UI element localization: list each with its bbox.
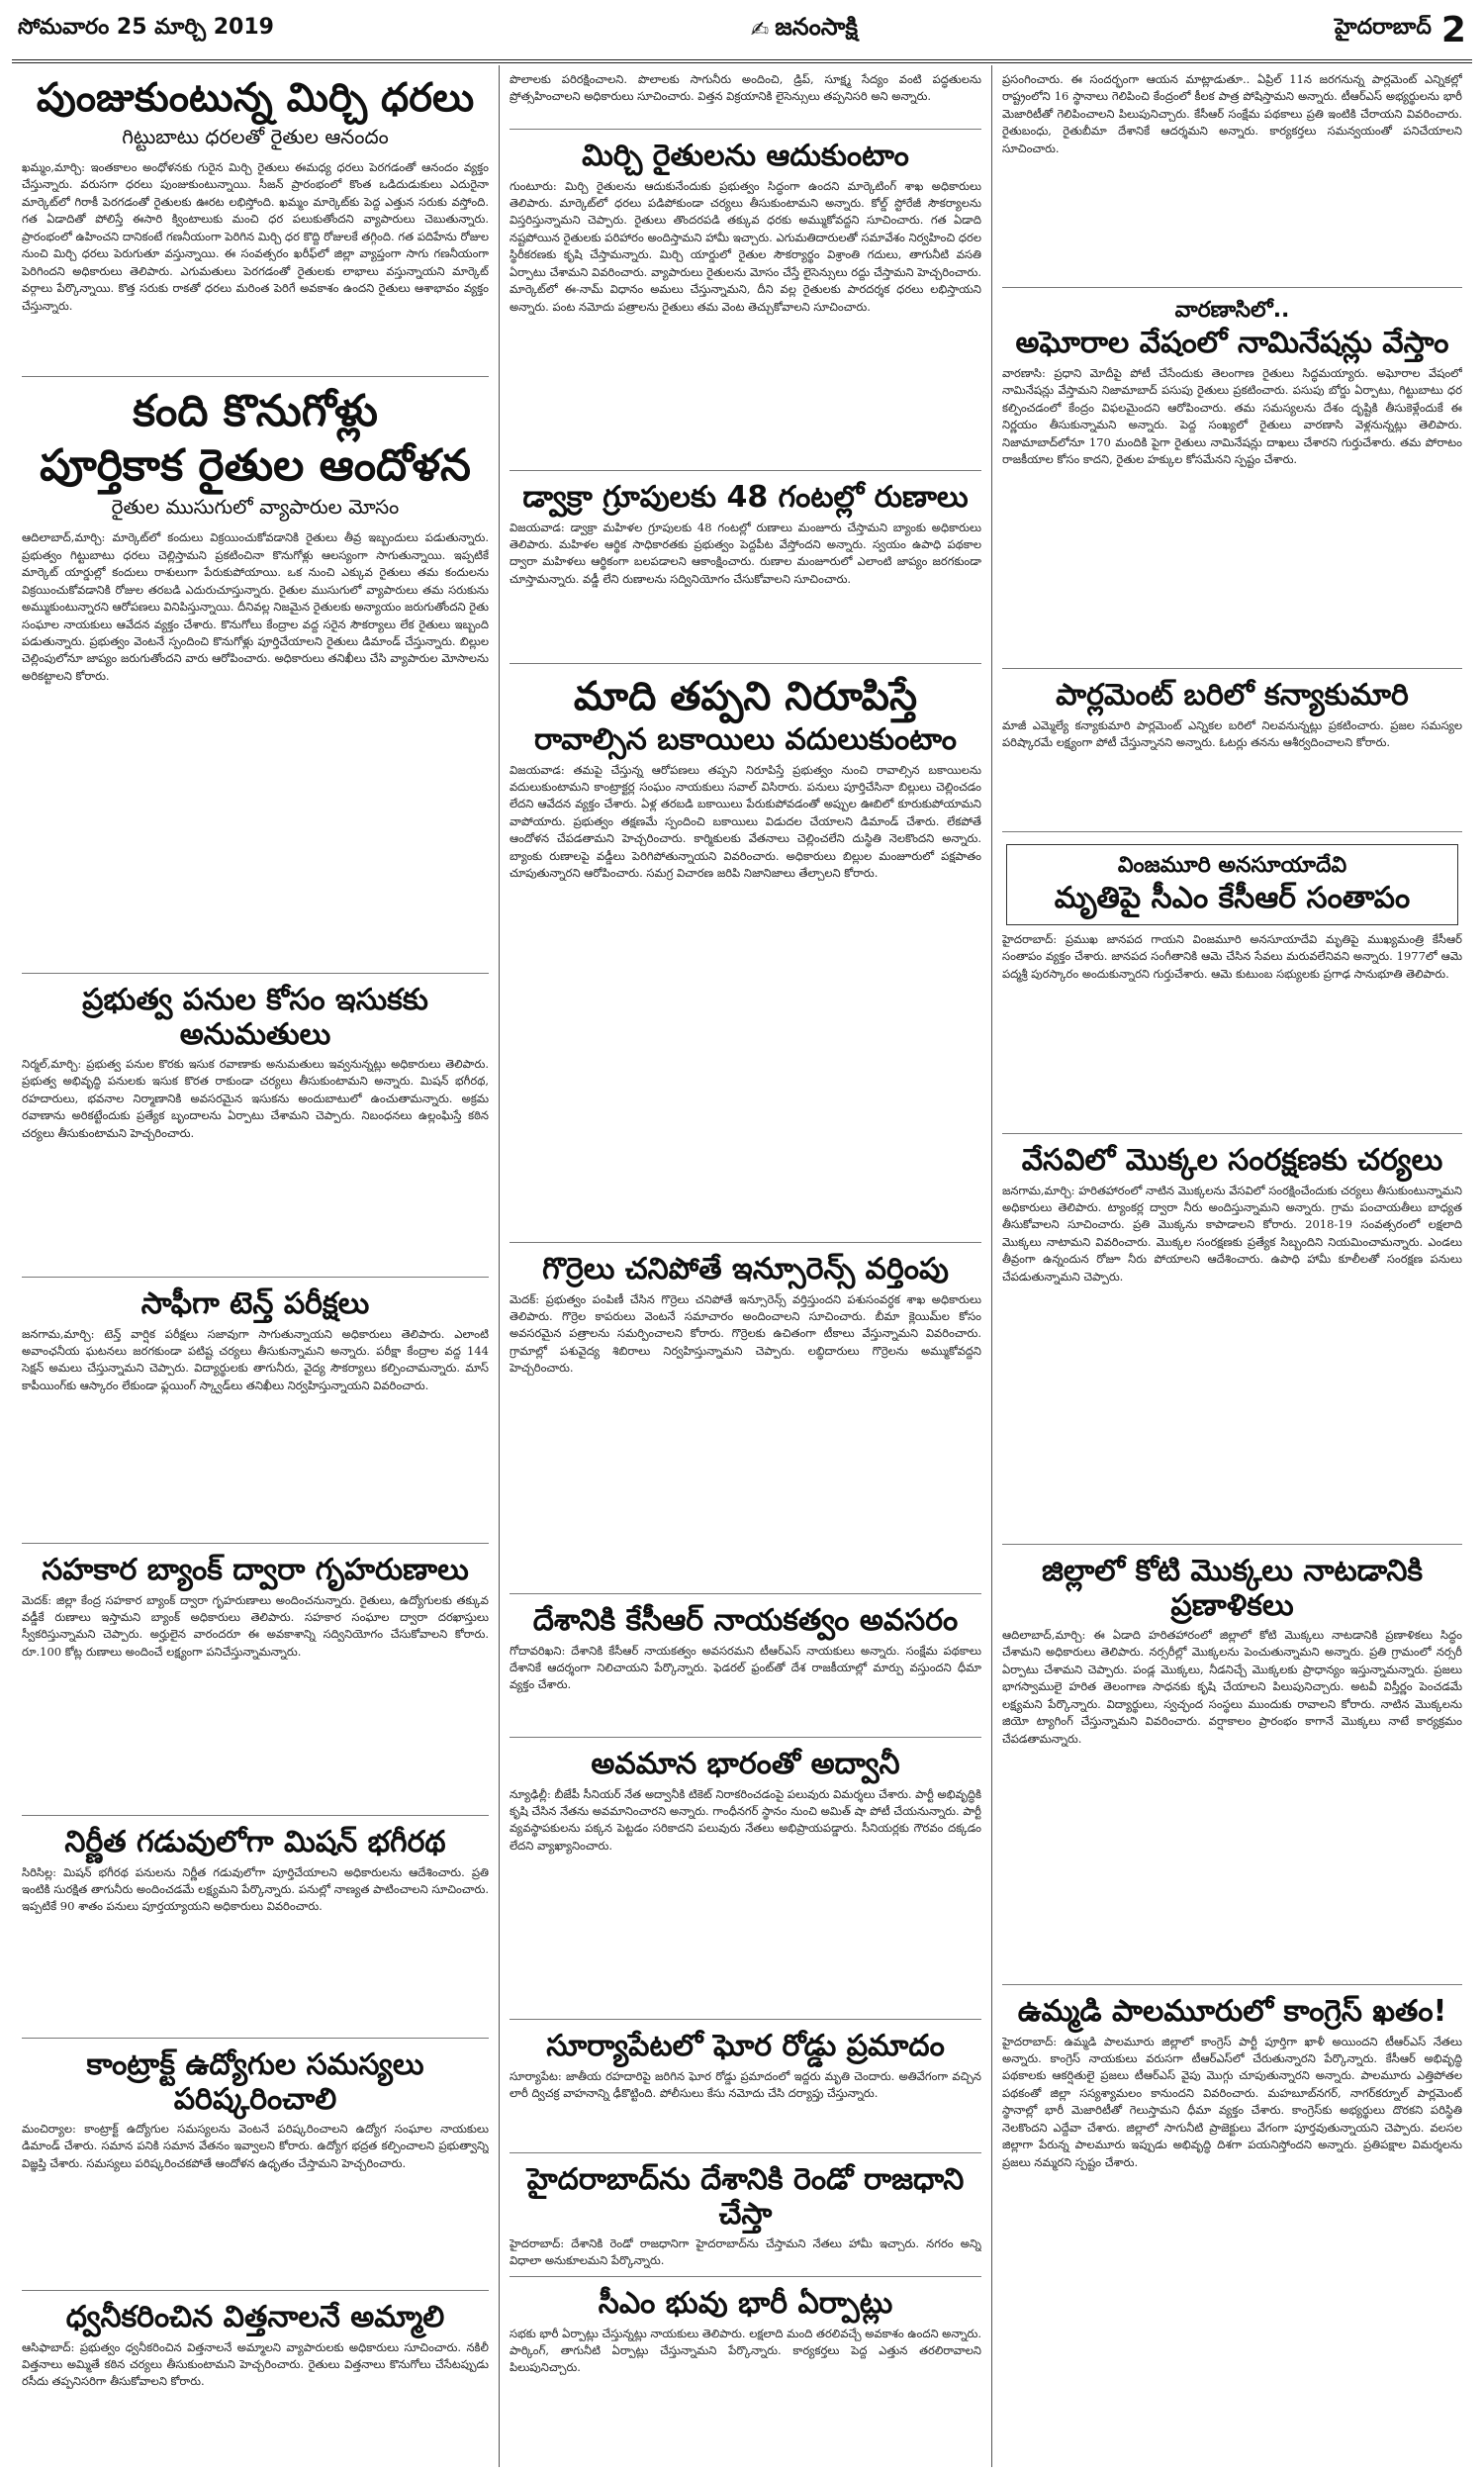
story-body: ఆదిలాబాద్,మార్చి: ఈ ఏడాది హరితహారంలో జిల్లాలో కోటి మొక్కలు నాటడానికి ప్రణాళికలు సిద్ధం చేశామని అధికారులు తెలిపారు. నర్సరీల్లో మొక్కలను పెంచుతున్నామని అన్నారు. ప్రతి గ్రామంలో నర్సరీ ఏర్పాటు చేశామని చెప్పారు. పండ్ల మొక్కలు, నీడనిచ్చే మొక్కలకు ప్రాధాన్యం ఇస్తున్నామన్నారు. ప్రజలు భాగస్వాములై హరిత తెలంగాణ సాధనకు కృషి చేయాలని పిలుపునిచ్చారు. అటవీ విస్తీర్ణం పెంచడమే లక్ష్యమని పేర్కొన్నారు. విద్యార్థులు, స్వచ్ఛంద సంస్థలు ముందుకు రావాలని కోరారు. నాటిన మొక్కలను జియో ట్యాగింగ్ చేస్తున్నామని వివరించారు. వర్షాకాలం ప్రారంభం కాగానే మొక్కలు నాటే కార్యక్రమం చేపడతామన్నారు.: [1002, 1628, 1462, 1746]
story-subhead: రైతుల ముసుగులో వ్యాపారుల మోసం: [111, 495, 400, 520]
story-summer-plant-care: [1002, 1134, 1462, 1545]
story-headline: సహకార బ్యాంక్ ద్వారా గృహరుణాలు: [42, 1553, 469, 1587]
story-body: హైదరాబాద్: ఉమ్మడి పాలమూరు జిల్లాలో కాంగ్రెస్ పార్టీ పూర్తిగా ఖాళీ అయిందని టీఆర్ఎస్ నేతలు అన్నారు. కాంగ్రెస్ నాయకులు వరుసగా టీఆర్ఎస్‌లో చేరుతున్నారని పేర్కొన్నారు. కేసీఆర్ అభివృద్ధి పథకాలకు ఆకర్షితులై ప్రజలు టీఆర్ఎస్ వైపు మొగ్గు చూపుతున్నారని అన్నారు. పాలమూరు ఎత్తిపోతల పథకంతో జిల్లా సస్యశ్యామలం కానుందని వివరించారు. మహబూబ్‌నగర్, నాగర్‌కర్నూల్ పార్లమెంట్ స్థానాల్లో భారీ మెజారిటీతో గెలుస్తామని ధీమా వ్యక్తం చేశారు. కాంగ్రెస్‌కు అభ్యర్థులు దొరకని పరిస్థితి నెలకొందని ఎద్దేవా చేశారు. జిల్లాలో సాగునీటి ప్రాజెక్టులు వేగంగా పూర్తవుతున్నాయని చెప్పారు. వలసల జిల్లాగా పేరున్న పాలమూరు ఇప్పుడు అభివృద్ధి దిశగా పయనిస్తోందని అన్నారు. ప్రతిపక్షాల విమర్శలను ప్రజలు నమ్మరని స్పష్టం చేశారు.: [1002, 2034, 1462, 2169]
story-body: ఆసిఫాబాద్: ప్రభుత్వం ధ్వనీకరించిన విత్తనాలనే అమ్మాలని వ్యాపారులకు అధికారులు సూచించారు. నకిలీ విత్తనాలు అమ్మితే కఠిన చర్యలు తీసుకుంటామని హెచ్చరించారు. రైతులు విత్తనాలు కొనుగోలు చేసేటప్పుడు రసీదు తప్పనిసరిగా తీసుకోవాలని కోరారు.: [22, 2339, 489, 2389]
story-continuation: [1002, 65, 1462, 288]
story-headline: మిర్చి రైతులను ఆదుకుంటాం: [582, 139, 909, 173]
story-headline: సూర్యాపేటలో ఘోర రోడ్డు ప్రమాదం: [546, 2029, 945, 2063]
column-2: [499, 65, 991, 2467]
story-headline: ఉమ్మడి పాలమూరులో కాంగ్రెస్ ఖతం!: [1017, 1994, 1447, 2029]
story-body: హైదరాబాద్: దేశానికి రెండో రాజధానిగా హైదరాబాద్‌ను చేస్తామని నేతలు హామీ ఇచ్చారు. నగరం అన్ని విధాలా అనుకూలమని పేర్కొన్నారు.: [510, 2237, 981, 2268]
story-headline-2: అఘోరాల వేషంలో నామినేషన్లు వేస్తాం: [1015, 326, 1449, 361]
story-body: జనగామ,మార్చి: టెన్త్ వార్షిక పరీక్షలు సజావుగా సాగుతున్నాయని అధికారులు తెలిపారు. ఎలాంటి అవాంఛనీయ ఘటనలు జరగకుండా పటిష్ట చర్యలు తీసుకున్నామని అన్నారు. పరీక్షా కేంద్రాల వద్ద 144 సెక్షన్ అమలు చేస్తున్నామని చెప్పారు. విద్యార్థులకు తాగునీరు, వైద్య సౌకర్యాలు కల్పించామన్నారు. మాస్ కాపీయింగ్‌కు ఆస్కారం లేకుండా ఫ్లయింగ్ స్క్వాడ్‌లు తనిఖీలు నిర్వహిస్తున్నాయని వివరించారు.: [22, 1326, 489, 1392]
story-headline: నిర్ణీత గడువులోగా మిషన్ భగీరథ: [64, 1825, 446, 1859]
story-body: ఖమ్మం,మార్చి: ఇంతకాలం అంధోళనకు గురైన మిర్చి రైతులు ఈమధ్య ధరలు పెరగడంతో ఆనందం వ్యక్తం చేస్తున్నారు. వరుసగా ధరలు పుంజుకుంటున్నాయి. సీజన్ ప్రారంభంలో కొంత ఒడిదుడుకులు ఎదురైనా మార్కెట్‌లో గిరాకీ పెరగడంతో రైతులకు ఊరట లభిస్తోంది. ఖమ్మం మార్కెట్‌కు పెద్ద ఎత్తున సరుకు వస్తోంది. గత ఏడాదితో పోలిస్తే ఈసారి క్వింటాలుకు మంచి ధర పలుకుతోందని వ్యాపారులు చెబుతున్నారు. ప్రారంభంలో ఉహించని దానికంటే గణనీయంగా పెరిగిన మిర్చి ధర కొద్ది రోజులకే తగ్గింది. గత పదిహేను రోజుల నుంచి మిర్చి ధరలు పెరుగుతూ వస్తున్నాయి. ఈ సంవత్సరం ఖరీఫ్‌లో జిల్లా వ్యాప్తంగా సాగు గణనీయంగా పెరిగిందని అధికారులు తెలిపారు. ఎగుమతులు పెరగడంతో రైతులకు లాభాలు వస్తున్నాయని మార్కెట్ వర్గాలు పేర్కొన్నాయి. కొత్త సరుకు రాకతో ధరలు మరింత పెరిగే అవకాశం ఉందని రైతులు ఆశాభావం వ్యక్తం చేస్తున్నారు.: [22, 160, 489, 313]
masthead-right: [1335, 10, 1466, 50]
story-body: గోదావరిఖని: దేశానికి కేసీఆర్ నాయకత్వం అవసరమని టీఆర్ఎస్ నాయకులు అన్నారు. సంక్షేమ పథకాలు దేశానికే ఆదర్శంగా నిలిచాయని పేర్కొన్నారు. ఫెడరల్ ఫ్రంట్‌తో దేశ రాజకీయాల్లో మార్పు వస్తుందని ధీమా వ్యక్తం చేశారు.: [510, 1643, 981, 1692]
story-headline: కంది కొనుగోళ్లు: [133, 386, 378, 436]
story-body: సభకు భారీ ఏర్పాట్లు చేస్తున్నట్లు నాయకులు తెలిపారు. లక్షలాది మంది తరలివచ్చే అవకాశం ఉందని అన్నారు. పార్కింగ్, తాగునీటి ఏర్పాట్లు చేస్తున్నామని పేర్కొన్నారు. కార్యకర్తలు పెద్ద ఎత్తున తరలిరావాలని పిలుపునిచ్చారు.: [510, 2326, 981, 2375]
story-contract-employees: [22, 2039, 489, 2291]
story-body: న్యూఢిల్లీ: బీజేపీ సీనియర్ నేత అద్వానీకి టికెట్ నిరాకరించడంపై పలువురు విమర్శలు చేశారు. పార్టీ అభివృద్ధికి కృషి చేసిన నేతను అవమానించారని అన్నారు. గాంధీనగర్ స్థానం నుంచి అమిత్ షా పోటీ చేయనున్నారు. పార్టీ వ్యవస్థాపకులను పక్కన పెట్టడం సరికాదని పలువురు నేతలు అభిప్రాయపడ్డారు. సీనియర్లకు గౌరవం దక్కడం లేదని వ్యాఖ్యానించారు.: [510, 1786, 981, 1853]
story-varanasi-nominations: [1002, 288, 1462, 669]
story-anasuyadevi-condolence: [1002, 832, 1462, 1134]
story-cm-meeting: [510, 2277, 981, 2410]
story-body: మెదక్: జిల్లా కేంద్ర సహకార బ్యాంక్ ద్వారా గృహరుణాలు అందించనున్నారు. రైతులు, ఉద్యోగులకు తక్కువ వడ్డీకే రుణాలు ఇస్తామని బ్యాంక్ అధికారులు తెలిపారు. సహకార సంఘాల ద్వారా దరఖాస్తులు స్వీకరిస్తున్నామని చెప్పారు. అర్హులైన వారందరూ ఈ అవకాశాన్ని సద్వినియోగం చేసుకోవాలని కోరారు. రూ.100 కోట్ల రుణాలు అందించే లక్ష్యంగా పనిచేస్తున్నామన్నారు.: [22, 1592, 489, 1659]
story-crore-saplings: [1002, 1545, 1462, 1985]
story-coop-bank-loans: [22, 1544, 489, 1816]
story-headline: కాంట్రాక్ట్ ఉద్యోగుల సమస్యలు పరిష్కరించాలి: [86, 2047, 424, 2117]
column-1: [12, 65, 499, 2467]
story-headline: పార్లమెంట్ బరిలో కన్యాకుమారి: [1056, 678, 1409, 713]
story-mirchi-prices: [22, 65, 489, 377]
story-sand-permits: [22, 974, 489, 1278]
story-headline: పుంజుకుంటున్న మిర్చి ధరలు: [36, 75, 475, 121]
story-sheep-insurance: [510, 1243, 981, 1594]
story-body: మెదక్: ప్రభుత్వం పంపిణీ చేసిన గొర్రెలు చనిపోతే ఇన్సూరెన్స్ వర్తిస్తుందని పశుసంవర్ధక శాఖ అధికారులు తెలిపారు. గొర్రెల కాపరులు వెంటనే సమాచారం అందించాలని సూచించారు. బీమా క్లెయిమ్‌ల కోసం అవసరమైన పత్రాలను సమర్పించాలని కోరారు. గొర్రెలకు ఉచితంగా టీకాలు వేస్తున్నామని వివరించారు. గ్రామాల్లో పశువైద్య శిబిరాలు నిర్వహిస్తున్నామని చెప్పారు. లబ్ధిదారులు గొర్రెలను అమ్ముకోవద్దని హెచ్చరించారు.: [510, 1291, 981, 1376]
story-headline: డ్వాక్రా గ్రూపులకు 48 గంటల్లో రుణాలు: [522, 480, 969, 515]
story-body: ఆదిలాబాద్,మార్చి: మార్కెట్‌లో కందులు విక్రయించుకోవడానికి రైతులు తీవ్ర ఇబ్బందులు పడుతున్నారు. ప్రభుత్వం గిట్టుబాటు ధరలు చెల్లిస్తామని ప్రకటించినా కొనుగోళ్లు ఆలస్యంగా సాగుతున్నాయి. ఇప్పటికే మార్కెట్ యార్డుల్లో కందులు రాశులుగా పేరుకుపోయాయి. ఒక నుంచి ఎక్కువ రైతులు తమ కందులను విక్రయించుకోవడానికి రోజుల తరబడి ఎదురుచూస్తున్నారు. రైతుల ముసుగులో వ్యాపారులు తమ సరుకును అమ్ముకుంటున్నారని ఆరోపణలు వినిపిస్తున్నాయి. దీనివల్ల నిజమైన రైతులకు అన్యాయం జరుగుతోందని రైతు సంఘాల నాయకులు ఆవేదన వ్యక్తం చేశారు. కొనుగోలు కేంద్రాల వద్ద సరైన సౌకర్యాలు లేక రైతులు ఇబ్బంది పడుతున్నారు. ప్రభుత్వం వెంటనే స్పందించి కొనుగోళ్లు పూర్తిచేయాలని రైతులు డిమాండ్ చేస్తున్నారు. బిల్లుల చెల్లింపులోనూ జాప్యం జరుగుతోందని వారు ఆరోపించారు. అధికారులు తనిఖీలు చేసి వ్యాపారుల మోసాలను అరికట్టాలని కోరారు.: [22, 530, 489, 683]
story-body: ప్రసంగించారు. ఈ సందర్భంగా ఆయన మాట్లాడుతూ.. ఏప్రిల్ 11న జరగనున్న పార్లమెంట్ ఎన్నికల్లో రాష్ట్రంలోని 16 స్థానాలు గెలిపించి కేంద్రంలో కీలక పాత్ర పోషిస్తామని అన్నారు. టీఆర్ఎస్ అభ్యర్థులను భారీ మెజారిటీతో గెలిపించాలని పిలుపునిచ్చారు. కేసీఆర్ సంక్షేమ పథకాలు ప్రతి ఇంటికి చేరాయని వివరించారు. రైతుబంధు, రైతుబీమా దేశానికే ఆదర్శమని అన్నారు. కార్యకర్తలు సమన్వయంతో పనిచేయాలని సూచించారు.: [1002, 72, 1462, 155]
page-number: 2: [1440, 9, 1466, 50]
boxed-headline: [1006, 844, 1458, 925]
story-kcr-leadership: [510, 1594, 981, 1738]
story-headline: హైదరాబాద్‌ను దేశానికి రెండో రాజధాని చేస్తా: [526, 2162, 965, 2232]
story-palamuru-congress: [1002, 1985, 1462, 2467]
story-body: నిర్మల్,మార్చి: ప్రభుత్వ పనుల కొరకు ఇసుక రవాణాకు అనుమతులు ఇవ్వనున్నట్లు అధికారులు తెలిపారు. ప్రభుత్వ అభివృద్ధి పనులకు ఇసుక కొరత రాకుండా చర్యలు తీసుకుంటామని అన్నారు. మిషన్ భగీరథ, రహదారులు, భవనాల నిర్మాణానికి అవసరమైన ఇసుకను అందుబాటులో ఉంచుతామన్నారు. అక్రమ రవాణాను అరికట్టేందుకు ప్రత్యేక బృందాలను ఏర్పాటు చేశామని చెప్పారు. నిబంధనలు ఉల్లంఘిస్తే కఠిన చర్యలు తీసుకుంటామని హెచ్చరించారు.: [22, 1057, 489, 1140]
story-headline: వారణాసిలో..: [1174, 298, 1290, 323]
story-headline: అవమాన భారంతో అద్వానీ: [591, 1747, 900, 1781]
story-body: జనగామ,మార్చి: హరితహారంలో నాటిన మొక్కలను వేసవిలో సంరక్షించేందుకు చర్యలు తీసుకుంటున్నామని అధికారులు తెలిపారు. ట్యాంకర్ల ద్వారా నీరు అందిస్తున్నామని అన్నారు. గ్రామ పంచాయతీలు బాధ్యత తీసుకోవాలని సూచించారు. ప్రతి మొక్కను కాపాడాలని కోరారు. 2018-19 సంవత్సరంలో లక్షలాది మొక్కలు నాటామని వివరించారు. మొక్కల సంరక్షణకు ప్రత్యేక సిబ్బందిని నియమించామన్నారు. ఎండలు తీవ్రంగా ఉన్నందున రోజూ నీరు పోయాలని ఆదేశించారు. ఉపాధి హామీ కూలీలతో సంరక్షణ పనులు చేపడుతున్నామని చెప్పారు.: [1002, 1183, 1462, 1284]
story-advani: [510, 1738, 981, 2020]
story-headline: వింజమూరి అనసూయాదేవి: [1117, 853, 1347, 878]
column-3: [991, 65, 1472, 2467]
story-mission-bhagiratha: [22, 1816, 489, 2039]
columns: [12, 65, 1472, 2467]
story-mirchi-farmers-support: [510, 130, 981, 471]
newspaper-brand: [751, 13, 858, 47]
story-body: విజయవాడ: తమపై చేస్తున్న ఆరోపణలు తప్పని నిరూపిస్తే ప్రభుత్వం నుంచి రావాల్సిన బకాయిలను వదులుకుంటామని కాంట్రాక్టర్ల సంఘం నాయకులు సవాల్ విసిరారు. పనులు పూర్తిచేసినా బిల్లులు చెల్లించడం లేదని ఆవేదన వ్యక్తం చేశారు. ఏళ్ల తరబడి బకాయిలు పేరుకుపోవడంతో అప్పుల ఊబిలో కూరుకుపోయామని వాపోయారు. ప్రభుత్వం తక్షణమే స్పందించి బకాయిలు విడుదల చేయాలని డిమాండ్ చేశారు. లేకపోతే ఆందోళన చేపడతామని హెచ్చరించారు. కార్మికులకు వేతనాలు చెల్లించలేని దుస్థితి నెలకొందని అన్నారు. బ్యాంకు రుణాలపై వడ్డీలు పెరిగిపోతున్నాయని వివరించారు. అధికారులు బిల్లుల మంజూరులో పక్షపాతం చూపుతున్నారని ఆరోపించారు. సమగ్ర విచారణ జరిపి నిజానిజాలు తేల్చాలని కోరారు.: [510, 762, 981, 881]
story-headline: గొర్రెలు చనిపోతే ఇన్సూరెన్స్ వర్తింపు: [542, 1252, 949, 1286]
story-headline: సీఎం భువు భారీ ఏర్పాట్లు: [598, 2286, 893, 2321]
story-body: మాజీ ఎమ్మెల్యే కన్యాకుమారి పార్లమెంట్ ఎన్నికల బరిలో నిలవనున్నట్లు ప్రకటించారు. ప్రజల సమస్యల పరిష్కారమే లక్ష్యంగా పోటీ చేస్తున్నానని అన్నారు. ఓటర్లు తనను ఆశీర్వదించాలని కోరారు.: [1002, 717, 1462, 749]
story-suryapet-accident: [510, 2020, 981, 2153]
story-body: మంచిర్యాల: కాంట్రాక్ట్ ఉద్యోగుల సమస్యలను వెంటనే పరిష్కరించాలని ఉద్యోగ సంఘాల నాయకులు డిమాండ్ చేశారు. సమాన పనికి సమాన వేతనం ఇవ్వాలని కోరారు. ఉద్యోగ భద్రత కల్పించాలని ప్రభుత్వాన్ని విజ్ఞప్తి చేశారు. సమస్యలు పరిష్కరించకపోతే ఆందోళన ఉధృతం చేస్తామని హెచ్చరించారు.: [22, 2122, 489, 2170]
brand-name: జనంసాక్షి: [775, 13, 859, 41]
story-body: పొలాలకు పరిరక్షించాలని. పొలాలకు సాగునీరు అందించి, డ్రిప్, సూక్ష్మ సేద్యం వంటి పద్ధతులను ప్రోత్సహించాలని అధికారులు సూచించారు. విత్తన విక్రయానికి లైసెన్సులు తప్పనిసరి అని అన్నారు.: [510, 72, 981, 104]
story-subhead: గిట్టుబాటు ధరలతో రైతుల ఆనందం: [122, 125, 389, 148]
story-body: సిరిసిల్ల: మిషన్ భగీరథ పనులను నిర్ణీత గడువులోగా పూర్తిచేయాలని అధికారులను ఆదేశించారు. ప్రతి ఇంటికి సురక్షిత తాగునీరు అందించడమే లక్ష్యమని పేర్కొన్నారు. పనుల్లో నాణ్యత పాటించాలని సూచించారు. ఇప్పటికే 90 శాతం పనులు పూర్తయ్యాయని అధికారులు వివరించారు.: [22, 1864, 489, 1914]
story-certified-seeds: [22, 2291, 489, 2467]
story-contractor-dues: [510, 664, 981, 1243]
story-second-capital: [510, 2153, 981, 2277]
story-body: సూర్యాపేట: జాతీయ రహదారిపై జరిగిన ఘోర రోడ్డు ప్రమాదంలో ఇద్దరు మృతి చెందారు. అతివేగంగా వచ్చిన లారీ ద్విచక్ర వాహనాన్ని ఢీకొట్టింది. పోలీసులు కేసు నమోదు చేసి దర్యాప్తు చేస్తున్నారు.: [510, 2068, 981, 2100]
story-tenth-exams: [22, 1278, 489, 1544]
story-kandi-purchases: [22, 377, 489, 974]
story-headline: మాది తప్పని నిరూపిస్తే: [573, 674, 918, 719]
story-headline: వేసవిలో మొక్కల సంరక్షణకు చర్యలు: [1021, 1143, 1443, 1178]
story-kanyakumari: [1002, 669, 1462, 832]
story-headline-2: రావాల్సిన బకాయిలు వదులుకుంటాం: [534, 722, 957, 757]
story-body: వారణాసి: ప్రధాని మోదీపై పోటీ చేసేందుకు తెలంగాణ రైతులు సిద్ధమయ్యారు. అఘోరాల వేషంలో నామినేషన్లు వేస్తామని నిజామాబాద్ పసుపు రైతులు ప్రకటించారు. పసుపు బోర్డు ఏర్పాటు, గిట్టుబాటు ధర కల్పించడంలో కేంద్రం విఫలమైందని ఆరోపించారు. తమ సమస్యలను దేశం దృష్టికి తీసుకెళ్లేందుకే ఈ నిర్ణయం తీసుకున్నామని అన్నారు. పెద్ద సంఖ్యలో రైతులు వారణాసి వెళ్లనున్నట్లు తెలిపారు. నిజామాబాద్‌లోనూ 170 మందికి పైగా రైతులు నామినేషన్లు దాఖలు చేశారని గుర్తుచేశారు. తమ పోరాటం రాజకీయాల కోసం కాదని, రైతుల హక్కుల కోసమేనని స్పష్టం చేశారు.: [1002, 365, 1462, 467]
story-body: హైదరాబాద్: ప్రముఖ జానపద గాయని వింజమూరి అనసూయాదేవి మృతిపై ముఖ్యమంత్రి కేసీఆర్ సంతాపం వ్యక్తం చేశారు. జానపద సంగీతానికి ఆమె చేసిన సేవలు మరువలేనివని అన్నారు. 1977లో ఆమె పద్మశ్రీ పురస్కారం అందుకున్నారని గుర్తుచేశారు. ఆమె కుటుంబ సభ్యులకు ప్రగాఢ సానుభూతి తెలిపారు.: [1002, 931, 1462, 981]
story-headline: జిల్లాలో కోటి మొక్కలు నాటడానికి ప్రణాళికలు: [1041, 1554, 1424, 1623]
brand-logo-icon: ✍: [750, 17, 770, 43]
story-continuation: [510, 65, 981, 130]
story-headline-2: పూర్తికాక రైతుల ఆందోళన: [40, 439, 471, 491]
story-body: గుంటూరు: మిర్చి రైతులను ఆదుకునేందుకు ప్రభుత్వం సిద్ధంగా ఉందని మార్కెటింగ్ శాఖ అధికారులు తెలిపారు. మార్కెట్‌లో ధరలు పడిపోకుండా చర్యలు తీసుకుంటామని అన్నారు. కోల్డ్ స్టోరేజీ సౌకర్యాలను విస్తరిస్తున్నామని చెప్పారు. రైతులు తొందరపడి తక్కువ ధరకు అమ్ముకోవద్దని సూచించారు. గత ఏడాది నష్టపోయిన రైతులకు పరిహారం అందిస్తామని హామీ ఇచ్చారు. ఎగుమతిదారులతో సమావేశం నిర్వహించి ధరల స్థిరీకరణకు కృషి చేస్తామన్నారు. మిర్చి యార్డులో రైతుల సౌకర్యార్థం విశ్రాంతి గదులు, తాగునీటి వసతి ఏర్పాటు చేశామని వివరించారు. వ్యాపారులు రైతులను మోసం చేస్తే లైసెన్సులు రద్దు చేస్తామని హెచ్చరించారు. మార్కెట్‌లో ఈ-నామ్ విధానం అమలు చేస్తున్నామని, దీని వల్ల రైతులకు పారదర్శక ధరలు లభిస్తాయని అన్నారు. పంట నమోదు పత్రాలను రైతులు తమ వెంట తెచ్చుకోవాలని సూచించారు.: [510, 178, 981, 314]
story-body: విజయవాడ: డ్వాక్రా మహిళల గ్రూపులకు 48 గంటల్లో రుణాలు మంజూరు చేస్తామని బ్యాంకు అధికారులు తెలిపారు. మహిళల ఆర్థిక సాధికారతకు ప్రభుత్వం పెద్దపీట వేస్తోందని అన్నారు. స్వయం ఉపాధి పథకాల ద్వారా మహిళలు ఆర్థికంగా బలపడాలని ఆకాంక్షించారు. రుణాల మంజూరులో ఎలాంటి జాప్యం జరగకుండా చూస్తామన్నారు. వడ్డీ లేని రుణాలను సద్వినియోగం చేసుకోవాలని సూచించారు.: [510, 520, 981, 586]
story-headline: సాఫీగా టెన్త్ పరీక్షలు: [140, 1286, 370, 1321]
issue-date: సోమవారం 25 మార్చి 2019: [18, 15, 274, 40]
story-headline: ధ్వనీకరించిన విత్తనాలనే అమ్మాలి: [65, 2300, 445, 2334]
story-dwcra-loans: [510, 471, 981, 664]
masthead: [12, 0, 1472, 63]
story-headline: దేశానికి కేసీఆర్ నాయకత్వం అవసరం: [532, 1603, 959, 1638]
story-headline-2: మృతిపై సీఎం కేసీఆర్ సంతాపం: [1054, 881, 1411, 916]
story-headline: ప్రభుత్వ పనుల కోసం ఇసుకకు అనుమతులు: [82, 983, 428, 1052]
edition-city: హైదరాబాద్: [1334, 15, 1432, 40]
